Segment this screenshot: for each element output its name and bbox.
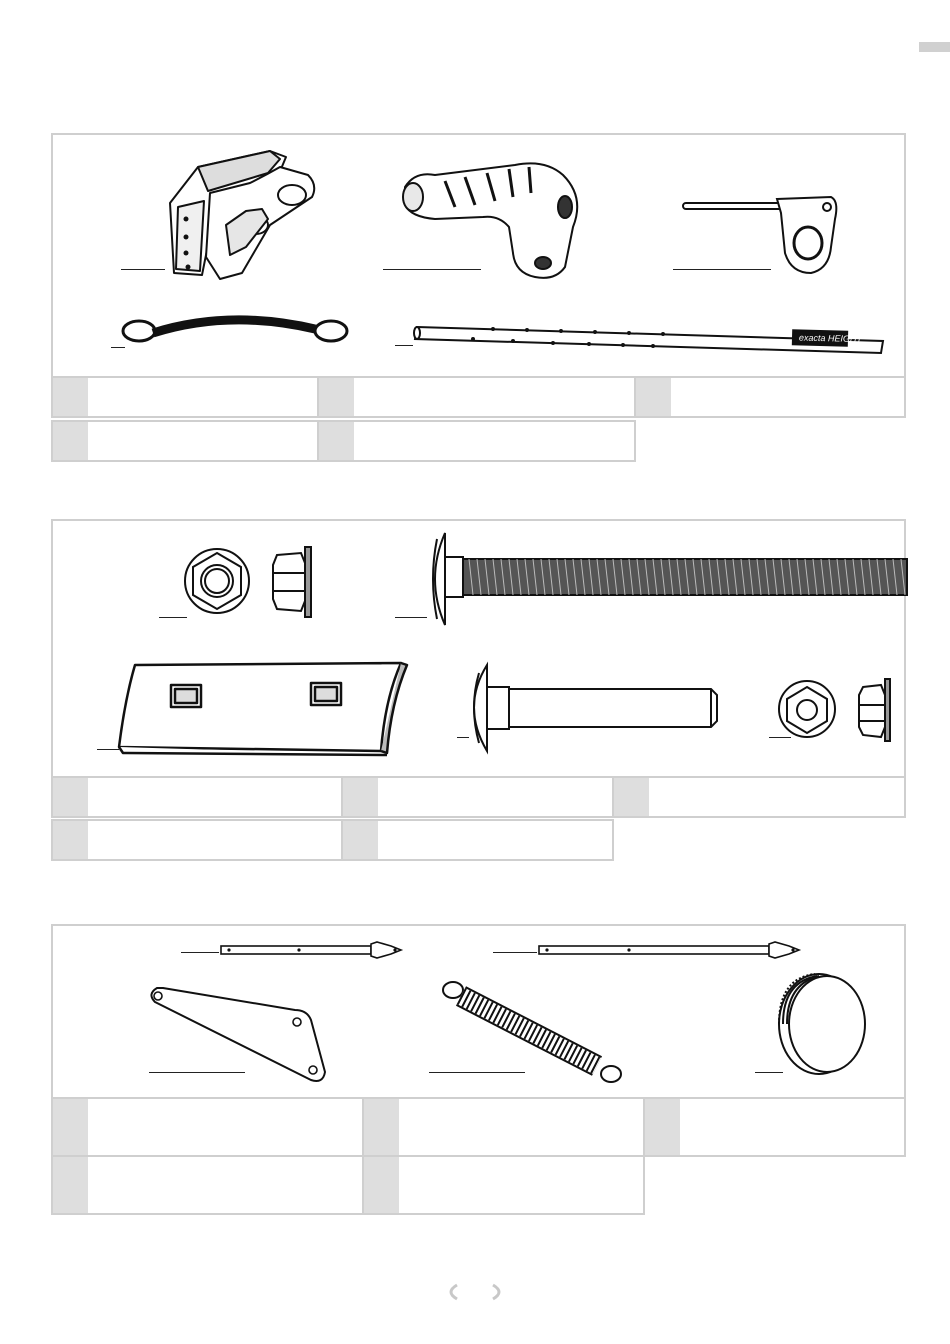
triangle-bracket-icon [147, 986, 331, 1086]
extension-spring-icon [439, 978, 625, 1086]
part-number-box [53, 1157, 88, 1213]
part-cell [362, 1097, 645, 1157]
part-cell [317, 420, 636, 462]
short-carriage-bolt-icon [459, 663, 725, 753]
bungee-cord-icon [119, 315, 349, 351]
part-number-box [364, 1157, 399, 1213]
part-number-box [636, 378, 671, 416]
part-cell [51, 776, 343, 818]
part-cell [643, 1097, 906, 1157]
part-cell [51, 1097, 364, 1157]
part-cell [317, 376, 636, 418]
part-number-box [53, 778, 88, 816]
long-carriage-bolt-icon [425, 531, 909, 627]
part-cell [341, 776, 614, 818]
part-number-box [53, 821, 88, 859]
curved-plate-icon [115, 659, 411, 757]
section-tab-marker [919, 42, 950, 52]
part-number-box [53, 422, 88, 460]
short-rod-icon [219, 940, 409, 960]
parts-panel-1 [51, 133, 906, 378]
part-number-box [319, 378, 354, 416]
small-flange-nut-icon [777, 677, 901, 743]
part-number-box [343, 821, 378, 859]
part-number-box [53, 1099, 88, 1155]
frame-clamp-icon [158, 145, 338, 285]
parts-panel-2 [51, 519, 906, 778]
part-cell [634, 376, 906, 418]
page-number-ornament [443, 1283, 507, 1301]
parts-panel-3 [51, 924, 906, 1100]
handle-grip-icon [395, 157, 585, 282]
part-cell [51, 819, 343, 861]
part-cell [341, 819, 614, 861]
part-number-box [614, 778, 649, 816]
part-number-box [343, 778, 378, 816]
part-cell [51, 376, 319, 418]
locking-pin-icon [681, 195, 841, 275]
part-cell [362, 1155, 645, 1215]
part-number-box [53, 378, 88, 416]
part-number-box [645, 1099, 680, 1155]
part-number-box [319, 422, 354, 460]
perforated-tube-icon [413, 321, 893, 357]
part-number-box [364, 1099, 399, 1155]
part-cell [51, 420, 319, 462]
end-cap-icon [775, 970, 871, 1080]
brand-logo: exacta HEIGHT [798, 332, 863, 345]
long-rod-icon [537, 940, 807, 960]
part-cell [51, 1155, 364, 1215]
part-cell [612, 776, 906, 818]
flange-nut-icon [183, 543, 318, 619]
